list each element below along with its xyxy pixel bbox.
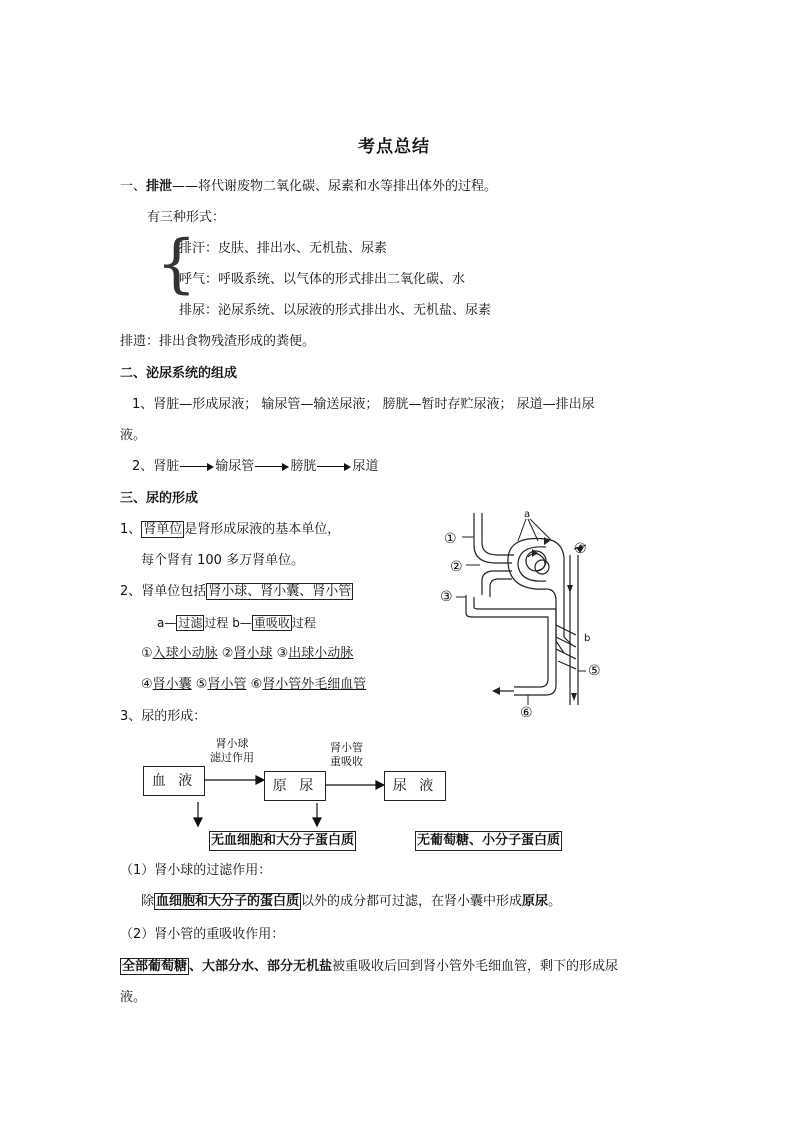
flow-arrows <box>140 760 460 830</box>
flow-label-reabsorption-line2: 重吸收 <box>330 755 363 768</box>
filtration-text-prefix: 除 <box>141 894 155 909</box>
part-glomerulus: 肾小球 <box>233 646 273 661</box>
nephron-parts-box: 肾小球、肾小囊、肾小管 <box>208 584 352 599</box>
number-4: ④ <box>141 677 153 692</box>
number-3: ③ <box>272 646 289 661</box>
nephron-diagram <box>436 505 616 720</box>
arrow-icon <box>194 818 202 826</box>
nephron-parts-prefix: 2、肾单位包括 <box>120 584 207 599</box>
primary-urine-term: 原尿 <box>522 894 549 909</box>
nephron-parts-line <box>120 583 353 601</box>
reabsorption-text-rest: 被重吸收后回到肾小管外毛细血管，剩下的形成尿 <box>332 959 619 974</box>
process-line <box>157 614 316 632</box>
section-1-prefix: 一、 <box>120 179 147 194</box>
nephron-line-text: 是肾形成尿液的基本单位， <box>184 522 341 537</box>
reabsorbed-items: 、大部分水、部分无机盐 <box>189 959 333 974</box>
process-end: 过程 <box>291 616 316 630</box>
tubule-shape <box>546 539 572 645</box>
process-a-prefix: a— <box>157 616 177 630</box>
number-1: ① <box>141 646 153 661</box>
urinary-flow-number: 2、 <box>132 459 154 474</box>
arrow-icon <box>376 781 384 789</box>
urinary-flow <box>132 458 378 476</box>
urinary-organs-line-cont: 液。 <box>120 428 147 443</box>
label-6: ⑥ <box>520 705 533 720</box>
flow-box-primary-urine: 原 尿 <box>264 771 326 801</box>
number-2: ② <box>217 646 234 661</box>
result-filtration-box: 无血细胞和大分子蛋白质 <box>209 831 356 851</box>
result-reabsorption-box: 无葡萄糖、小分子蛋白质 <box>415 831 562 851</box>
part-peritubular-capillary: 肾小管外毛细血管 <box>262 677 367 692</box>
arrow-icon <box>313 818 321 826</box>
nephron-line-number: 1、 <box>120 522 142 537</box>
flow-label-reabsorption-line1: 肾小管 <box>330 741 363 754</box>
parts-list-2 <box>141 676 366 694</box>
flow-box-blood: 血 液 <box>143 766 205 796</box>
part-tubule: 肾小管 <box>207 677 247 692</box>
form-item-sweat: 排汗：皮肤、排出水、无机盐、尿素 <box>179 241 388 256</box>
section-1-line <box>120 178 497 196</box>
brace-symbol: { <box>156 227 197 301</box>
reabsorption-box: 重吸收 <box>253 616 290 630</box>
arrow-icon <box>255 462 289 472</box>
label-5: ⑤ <box>588 663 601 679</box>
arrow-icon <box>256 776 264 784</box>
parts-list-1 <box>141 645 353 663</box>
number-5: ⑤ <box>191 677 208 692</box>
nephron-term-box: 肾单位 <box>143 522 183 537</box>
label-4: ④ <box>574 541 587 557</box>
urinary-organs-line: 1、肾脏—形成尿液； 输尿管—输送尿液； 膀胱—暂时存贮尿液； 尿道—排出尿 <box>132 397 595 412</box>
label-b: b <box>584 633 591 644</box>
flow-bladder: 膀胱 <box>290 459 317 474</box>
flow-label-filtration-line1: 肾小球 <box>215 737 249 750</box>
flow-ureter: 输尿管 <box>215 459 255 474</box>
label-3: ③ <box>440 589 453 605</box>
reabsorption-text-cont: 液。 <box>120 990 147 1005</box>
section-3-heading: 三、尿的形成 <box>120 491 199 506</box>
filtration-text-middle: 以外的成分都可过滤，在肾小囊中形成 <box>301 894 523 909</box>
urine-formation-label: 3、尿的形成： <box>120 709 207 724</box>
number-6: ⑥ <box>246 677 263 692</box>
filtration-text-end: 。 <box>548 894 562 909</box>
filtration-box: 过滤 <box>178 616 203 630</box>
egestion-line: 排遗：排出食物残渣形成的粪便。 <box>120 334 316 349</box>
section-2-heading: 二、泌尿系统的组成 <box>120 366 238 381</box>
part-capsule: 肾小囊 <box>152 677 192 692</box>
label-a: a <box>524 509 531 520</box>
nephron-line <box>120 521 340 539</box>
forms-intro: 有三种形式： <box>147 210 226 225</box>
label-1: ① <box>444 531 457 547</box>
part-afferent-arteriole: 入球小动脉 <box>152 646 218 661</box>
nephron-count: 每个肾有 100 多万肾单位。 <box>141 553 305 568</box>
filtration-text <box>141 893 561 911</box>
reabsorption-text <box>120 958 618 976</box>
page-title: 考点总结 <box>358 137 430 157</box>
form-item-breath: 呼气：呼吸系统、以气体的形式排出二氧化碳、水 <box>179 272 466 287</box>
form-item-urine: 排尿：泌尿系统、以尿液的形式排出水、无机盐、尿素 <box>179 303 492 318</box>
flow-label-filtration-line2: 滤过作用 <box>210 751 254 764</box>
process-middle: 过程 b— <box>204 616 252 630</box>
section-1-term: 排泄 <box>146 179 173 194</box>
arrow-icon <box>317 462 351 472</box>
flow-box-urine: 尿 液 <box>384 771 446 801</box>
arrow-icon <box>180 462 214 472</box>
reabsorption-heading: （2）肾小管的重吸收作用： <box>120 927 285 942</box>
blood-cells-protein-box: 血细胞和大分子的蛋白质 <box>156 894 300 909</box>
flow-kidney: 肾脏 <box>153 459 180 474</box>
flow-urethra: 尿道 <box>352 459 379 474</box>
filtration-heading: （1）肾小球的过滤作用： <box>120 863 272 878</box>
label-2: ② <box>450 559 463 575</box>
part-efferent-arteriole: 出球小动脉 <box>288 646 354 661</box>
glucose-box: 全部葡萄糖 <box>122 959 188 974</box>
section-1-definition: ——将代谢废物二氧化碳、尿素和水等排出体外的过程。 <box>172 179 498 194</box>
